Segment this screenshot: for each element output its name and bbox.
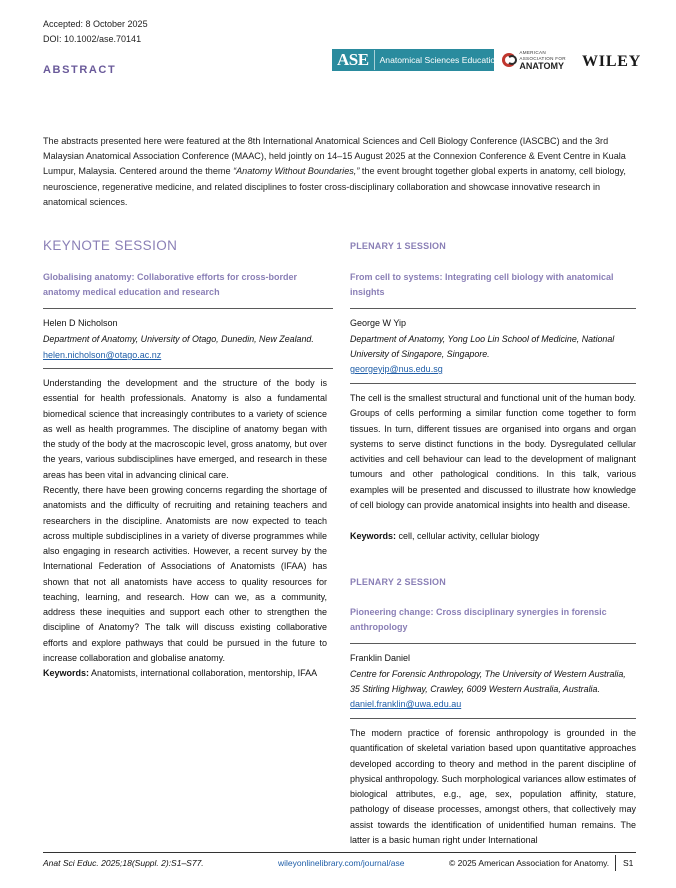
keynote-paragraph-1: Understanding the development and the structure of the body is essential for health professionals. Anatomy is also a fundamental biomedical science that increasingly contributes to a variety of science as well as health programmes. The discipline of anatomy began with the study of the body at the macroscopic level, gross anatomy, but over the years, various subdisciplines have emerged, and research in these areas has been vital in advancing clinical care. [43,378,327,480]
ase-logo-mark: ASE [332,50,375,70]
intro-text-before: The abstracts presented here were featured at the 8th International Anatomical Sciences and Cell Biology Conference (IASCBC) and the 3rd Malaysian Anatomical Association Conference (MAAC), held jointly on 14–15 August 2025 at the Connexion Conference & Event Centre in Kuala Lumpur, Malaysia. Centered around the theme [43,136,626,177]
aaa-logo-big-text: ANATOMY [519,60,564,71]
plenary1-paragraph: The cell is the smallest structural and functional unit of the human body. Groups of cells performing a similar function come together to form tissues. In turn, different tissues are organised into organs and organ systems to serve distinct functions in the body. Dysregulated cellular activities and cell behaviour can lead to the development of malignant tumours and other pathological conditions. In this talk, various examples will be presented and discussed to illustrate how knowledge of cell biology can provide anatomical insights into health and disease. [350,393,636,510]
plenary1-affiliation: Department of Anatomy, Yong Loo Lin School of Medicine, National University of Singapore, Singapore. [350,334,615,359]
plenary2-divider-2 [350,718,636,719]
plenary1-divider [350,308,636,309]
footer-copyright: © 2025 American Association for Anatomy. [449,858,610,868]
plenary1-author: George W Yip [350,318,407,328]
plenary2-email-link[interactable]: daniel.franklin@uwa.edu.au [350,699,462,709]
keynote-email-link[interactable]: helen.nicholson@otago.ac.nz [43,350,162,360]
footer-separator [615,855,616,871]
plenary2-author: Franklin Daniel [350,653,411,663]
keynote-section-title: KEYNOTE SESSION [43,238,178,253]
plenary1-keywords-label: Keywords: [350,531,397,541]
keynote-divider-2 [43,368,333,369]
plenary1-email-link[interactable]: georgeyip@nus.edu.sg [350,364,443,374]
intro-theme: “Anatomy Without Boundaries,” [233,166,360,177]
keynote-keywords-list: Anatomists, international collaboration, mentorship, IFAA [89,668,318,678]
aaa-emblem-icon [500,50,517,70]
keynote-paragraph-2: Recently, there have been growing concerns regarding the shortage of anatomists and the difficulty of recruiting and retaining teachers and researchers in the discipline. Anatomists are now expected to teach across multiple subdisciplines in a variety of diverse programmes while also engaging in research activities. However, a recent survey by the International Federation of Associations of Anatomists (IFAA) has shown that not all anatomists have access to quality resources for teaching, learning, and research. How can we, as a community, address these inequities and support each other to strengthen the discipline of Anatomy? The talk will discuss existing collaborative efforts and explore pathways that could be pursued in the future to increase collaboration and globalise anatomy. [43,485,327,663]
accepted-date: Accepted: 8 October 2025 [43,19,148,29]
plenary1-section-title: PLENARY 1 SESSION [350,241,446,251]
keynote-divider [43,308,333,309]
wiley-logo[interactable]: WILEY [582,53,642,70]
footer-divider [43,852,636,853]
plenary1-talk-title: From cell to systems: Integrating cell biology with anatomical insights [350,272,614,297]
ase-journal-logo[interactable] [332,49,500,71]
intro-text-after: the event brought together global experts in anatomy, cell biology, neuroscience, regenerative medicine, and related disciplines to foster cross-disciplinary collaboration and showcase innovative research in anatomical sciences. [43,166,626,207]
plenary2-talk-title: Pioneering change: Cross disciplinary synergies in forensic anthropology [350,607,607,632]
keynote-author: Helen D Nicholson [43,318,118,328]
ase-logo-text: Anatomical Sciences Education [379,55,500,65]
keynote-keywords [43,666,327,681]
plenary2-paragraph: The modern practice of forensic anthropology is grounded in the quantification of skeletal variation based upon quantitative approaches developed according to theory and method in the parent discipline of physical anthropology. Such morphological variances allow estimates of biological attributes, e.g., age, sex, population affinity, stature, pathology of disease processes, amongst others, that collectively may assist towards the identification of unidentified human remains. The latter is a basic human right under International [350,728,636,845]
plenary1-keywords [350,529,636,544]
plenary1-keywords-list: cell, cellular activity, cellular biology [396,531,540,541]
keynote-talk-title: Globalising anatomy: Collaborative efforts for cross-border anatomy medical education and research [43,272,298,297]
doi[interactable]: DOI: 10.1002/ase.70141 [43,34,142,44]
section-label-abstract: ABSTRACT [43,64,117,76]
plenary2-affiliation: Centre for Forensic Anthropology, The University of Western Australia, 35 Stirling Highway, Crawley, 6009 Western Australia, Australia. [350,669,626,694]
aaa-logo[interactable] [500,49,578,71]
page-footer [43,858,636,872]
footer-journal-link[interactable]: wileyonlinelibrary.com/journal/ase [278,858,405,868]
footer-journal-citation: Anat Sci Educ. 2025;18(Suppl. 2):S1–S77. [43,858,204,868]
plenary1-divider-2 [350,383,636,384]
aaa-logo-small-text: AMERICAN ASSOCIATION FOR [519,49,566,61]
keynote-keywords-label: Keywords: [43,668,90,678]
plenary2-section-title: PLENARY 2 SESSION [350,577,446,587]
keynote-affiliation: Department of Anatomy, University of Otago, Dunedin, New Zealand. [43,334,314,344]
plenary2-divider [350,643,636,644]
page-number: S1 [623,858,634,868]
intro-paragraph [43,134,636,210]
